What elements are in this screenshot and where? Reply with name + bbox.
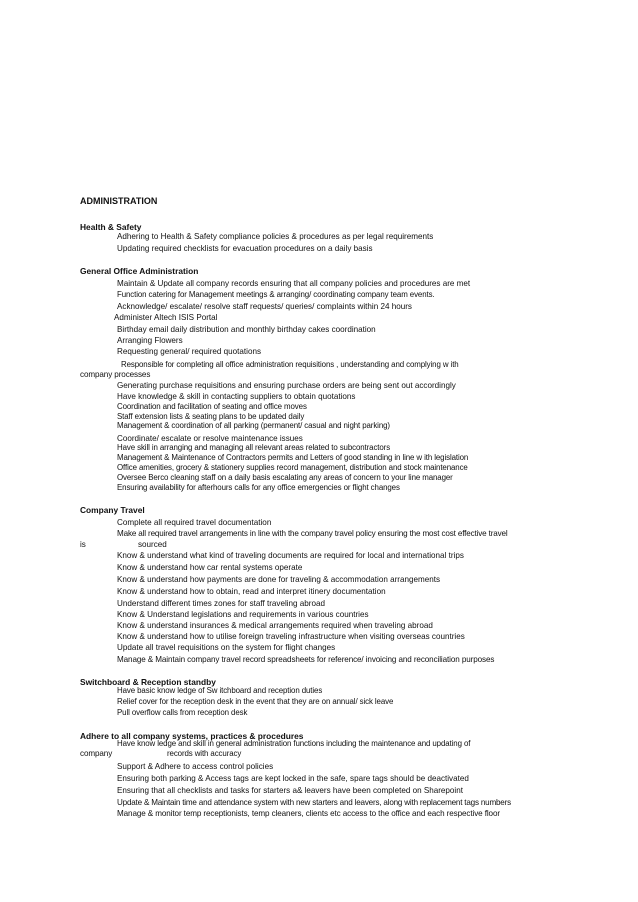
section-heading-switchboard: Switchboard & Reception standby bbox=[80, 677, 216, 687]
list-item: Ensuring both parking & Access tags are kept locked in the safe, spare tags should be deactivated bbox=[117, 774, 469, 783]
list-item: Adhering to Health & Safety compliance policies & procedures as per legal requirements bbox=[117, 232, 434, 241]
list-item-continuation: company processes bbox=[80, 370, 151, 379]
list-item: Have know ledge and skill in general administration functions including the maintenance and updating of bbox=[117, 739, 471, 748]
list-item: Oversee Berco cleaning staff on a daily basis escalating any areas of concern to your line manager bbox=[117, 473, 453, 482]
list-item: Know & Understand legislations and requirements in various countries bbox=[117, 610, 369, 619]
list-item: Function catering for Management meetings & arranging/ coordinating company team events. bbox=[117, 290, 435, 299]
list-item: Know & understand insurances & medical arrangements required when traveling abroad bbox=[117, 621, 433, 630]
list-item: Management & coordination of all parking (permanent/ casual and night parking) bbox=[117, 421, 390, 430]
list-item: Maintain & Update all company records ensuring that all company policies and procedures are met bbox=[117, 279, 471, 288]
list-item: Manage & monitor temp receptionists, temp cleaners, clients etc access to the office and each respective floor bbox=[117, 809, 500, 818]
section-heading-company-travel: Company Travel bbox=[80, 505, 145, 515]
list-item: Know & understand what kind of traveling documents are required for local and international trips bbox=[117, 551, 464, 560]
list-item: Coordination and facilitation of seating and office moves bbox=[117, 402, 307, 411]
section-heading-general-office: General Office Administration bbox=[80, 266, 199, 276]
list-item: Updating required checklists for evacuation procedures on a daily basis bbox=[117, 244, 373, 253]
list-item: Update & Maintain time and attendance system with new starters and leavers, along with replacement tags numbers bbox=[117, 798, 511, 807]
list-item: Complete all required travel documentation bbox=[117, 518, 272, 527]
list-item: Acknowledge/ escalate/ resolve staff requests/ queries/ complaints within 24 hours bbox=[117, 302, 412, 311]
list-item: Have basic know ledge of Sw itchboard and reception duties bbox=[117, 686, 323, 695]
document-title: ADMINISTRATION bbox=[80, 196, 158, 206]
section-heading-adhere: Adhere to all company systems, practices & procedures bbox=[80, 731, 304, 741]
list-item: Manage & Maintain company travel record spreadsheets for reference/ invoicing and reconciliation purposes bbox=[117, 655, 495, 664]
section-heading-health-safety: Health & Safety bbox=[80, 222, 142, 232]
list-item-continuation: is bbox=[80, 540, 86, 549]
list-item: Have knowledge & skill in contacting suppliers to obtain quotations bbox=[117, 392, 356, 401]
list-item-continuation: sourced bbox=[138, 540, 167, 549]
list-item: Office amenities, grocery & stationery supplies record management, distribution and stock maintenance bbox=[117, 463, 468, 472]
list-item: Know & understand how car rental systems operate bbox=[117, 563, 303, 572]
list-item: Relief cover for the reception desk in the event that they are on annual/ sick leave bbox=[117, 697, 394, 706]
list-item: Know & understand how to obtain, read and interpret itinery documentation bbox=[117, 587, 386, 596]
list-item: Ensuring availability for afterhours calls for any office emergencies or flight changes bbox=[117, 483, 400, 492]
list-item: Responsible for completing all office administration requisitions , understanding and complying w ith bbox=[121, 360, 459, 369]
list-item: Generating purchase requisitions and ensuring purchase orders are being sent out accordingly bbox=[117, 381, 456, 390]
list-item: Know & understand how payments are done for traveling & accommodation arrangements bbox=[117, 575, 441, 584]
list-item: Management & Maintenance of Contractors permits and Letters of good standing in line w ith legislation bbox=[117, 453, 469, 462]
list-item: Coordinate/ escalate or resolve maintenance issues bbox=[117, 434, 303, 443]
list-item: Make all required travel arrangements in line with the company travel policy ensuring the most cost effective travel bbox=[117, 529, 508, 538]
list-item: Requesting general/ required quotations bbox=[117, 347, 261, 356]
list-item: Understand different times zones for staff traveling abroad bbox=[117, 599, 326, 608]
list-item-continuation: company bbox=[80, 749, 113, 758]
list-item: Staff extension lists & seating plans to be updated daily bbox=[117, 412, 305, 421]
list-item: Birthday email daily distribution and monthly birthday cakes coordination bbox=[117, 325, 376, 334]
list-item: Have skill in arranging and managing all relevant areas related to subcontractors bbox=[117, 443, 391, 452]
list-item: Administer Altech ISIS Portal bbox=[114, 313, 218, 322]
list-item-continuation: records with accuracy bbox=[167, 749, 242, 758]
list-item: Pull overflow calls from reception desk bbox=[117, 708, 248, 717]
list-item: Know & understand how to utilise foreign traveling infrastructure when visiting overseas countries bbox=[117, 632, 465, 641]
list-item: Arranging Flowers bbox=[117, 336, 183, 345]
list-item: Update all travel requisitions on the system for flight changes bbox=[117, 643, 336, 652]
list-item: Support & Adhere to access control policies bbox=[117, 762, 274, 771]
list-item: Ensuring that all checklists and tasks for starters a& leavers have been completed on Sharepoint bbox=[117, 786, 463, 795]
